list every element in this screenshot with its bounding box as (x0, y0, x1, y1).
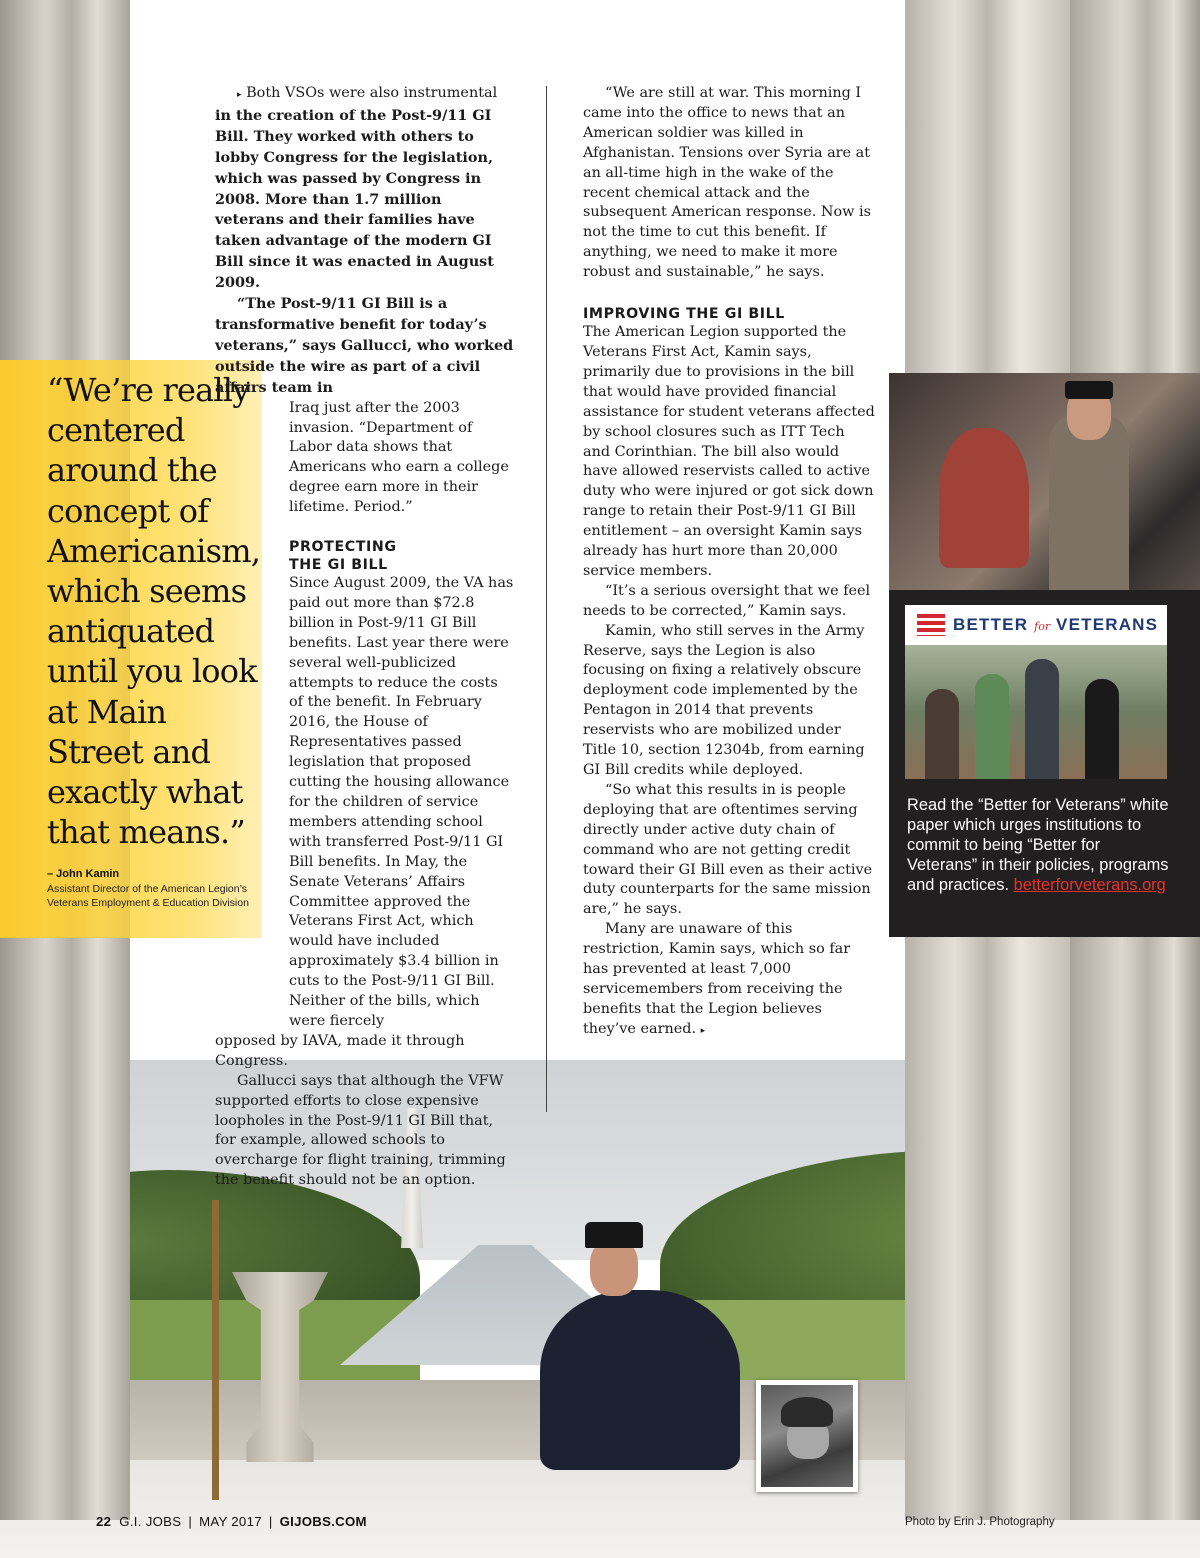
article-column-left (215, 84, 515, 1191)
pull-quote: “We’re really centered around the concept of Americanism, which seems antiquated until you look at Main Street and exactly what that means.” (47, 371, 261, 852)
continue-triangle-icon: ▸ (237, 90, 242, 100)
end-triangle-icon: ▸ (700, 1025, 706, 1036)
sidebar-copy: Read the “Better for Veterans” white paper which urges institutions to commit to being “Better for Veterans” in their policies, programs and practices. (907, 796, 1169, 894)
indented-block (289, 399, 515, 1032)
portrait-helmet (781, 1397, 833, 1427)
photo-figure-cap (1065, 381, 1113, 399)
legion-event-photo (889, 373, 1200, 590)
paragraph: The American Legion supported the Veterans First Act, Kamin says, primarily due to provisions in the bill that would have provided financial assistance for student veterans affected by school closures such as ITT Tech and Corinthian. The bill also would have allowed reservists called to active duty who were injured or got sick down range to retain their Post-9/11 GI Bill entitlement – an oversight Kamin says already has hurt more than 20,000 service members. (583, 324, 875, 579)
soldier-portrait (761, 1385, 853, 1487)
photo-figure (1025, 659, 1059, 779)
paragraph: Gallucci says that although the VFW supported efforts to close expensive loopholes in the Post-9/11 GI Bill that, for example, allowed schools to overcharge for flight training, trimming the benefit should not be an option. (215, 1072, 506, 1189)
pull-quote-attribution: – John Kamin (47, 868, 120, 880)
logo-word: BETTER (953, 615, 1029, 634)
photo-figure (925, 689, 959, 779)
issue-date: MAY 2017 (199, 1514, 262, 1529)
paragraph (215, 294, 515, 399)
folio (96, 1514, 367, 1529)
logo-for: for (1034, 620, 1051, 633)
photo-figure-woman (939, 428, 1029, 568)
paragraph: “It’s a serious oversight that we feel needs to be corrected,” Kamin says. (583, 582, 871, 619)
photo-credit: Photo by Erin J. Photography (905, 1516, 1055, 1528)
better-for-veterans-link[interactable]: betterforveterans.org (1013, 876, 1166, 894)
paragraph-lead: Both VSOs were also instrumental (246, 85, 498, 101)
paragraph: Since August 2009, the VA has paid out more than $72.8 billion in Post-9/11 GI Bill benefits. Last year there were several well-publicized attempts to reduce the costs of the benefit. In February 2016, the House of Representatives passed legislation that proposed cutting the housing allowance for the children of service members attending school with transferred Post-9/11 GI Bill benefits. In May, the Senate Veterans’ Affairs Committee approved the Veterans First Act, which would have included approximately $3.4 billion in cuts to the Post-9/11 GI Bill. Neither of the bills, which were fiercely (289, 575, 514, 1029)
subhead-line: THE GI BILL (289, 557, 388, 574)
subhead: IMPROVING THE GI BILL (583, 306, 785, 323)
separator: | (188, 1514, 193, 1529)
paragraph: Iraq just after the 2003 invasion. “Department of Labor data shows that Americans who earn a college degree earn more in their lifetime. Period.” (289, 399, 509, 516)
paragraph (215, 84, 515, 294)
photo-figure (1085, 679, 1119, 779)
publication-name: G.I. JOBS (119, 1514, 182, 1529)
subhead-line: PROTECTING (289, 539, 397, 556)
pull-quote-role: Assistant Director of the American Legion’s Veterans Employment & Education Division (47, 883, 249, 909)
paragraph: “So what this results in is people deploying that are oftentimes serving directly under active duty chain of command who are not getting credit toward their GI Bill even as their active duty counterparts for the same mission are,” he says. (583, 781, 873, 918)
logo-wordmark (953, 614, 1158, 638)
veteran-head (590, 1240, 638, 1296)
photo-figure (975, 674, 1009, 779)
website[interactable]: GIJOBS.COM (279, 1514, 367, 1529)
separator: | (268, 1514, 273, 1529)
paragraph: opposed by IAVA, made it through Congress. (215, 1032, 465, 1069)
paragraph: Kamin, who still serves in the Army Reserve, says the Legion is also focusing on fixing a relatively obscure deployment code implemented by the Pentagon in 2014 that prevents reservists who are mobilized under Title 10, section 12304b, from earning GI Bill credits while deployed. (583, 622, 865, 778)
paragraph-text: Many are unaware of this restriction, Kamin says, which so far has prevented at least 7,000 servicemembers from receiving the benefits that the Legion believes they’ve earned. (583, 921, 851, 1037)
students-photo (905, 645, 1167, 779)
paragraph: “We are still at war. This morning I came into the office to news that an American soldier was killed in Afghanistan. Tensions over Syria are at an all-time high in the wake of the recent chemical attack and the subsequent American response. Now is not the time to cut this benefit. If anything, we need to make it more robust and sustainable,” he says. (583, 85, 872, 281)
sidebar-text (907, 795, 1169, 895)
column-divider (546, 86, 547, 1112)
logo-word: VETERANS (1056, 615, 1159, 634)
inset-portrait (756, 1380, 858, 1492)
paragraph (583, 920, 875, 1041)
legion-cap (585, 1222, 643, 1248)
subhead (289, 538, 515, 574)
better-for-veterans-logo (905, 605, 1167, 645)
flag-icon (917, 614, 945, 636)
article-column-right (583, 84, 875, 1042)
paragraph-bold: in the creation of the Post-9/11 GI Bill. They worked with others to lobby Congress for the legislation, which was passed by Congress in 2008. More than 1.7 million veterans and their families have taken advantage of the modern GI Bill since it was enacted in August 2009. (215, 106, 494, 292)
paragraph-bold: “The Post-9/11 GI Bill is a transformative benefit for today’s veterans,” says Gallucci, who worked outside the wire as part of a civil affairs team in (215, 295, 514, 396)
page-number: 22 (96, 1514, 112, 1529)
seated-veteran (540, 1290, 740, 1470)
